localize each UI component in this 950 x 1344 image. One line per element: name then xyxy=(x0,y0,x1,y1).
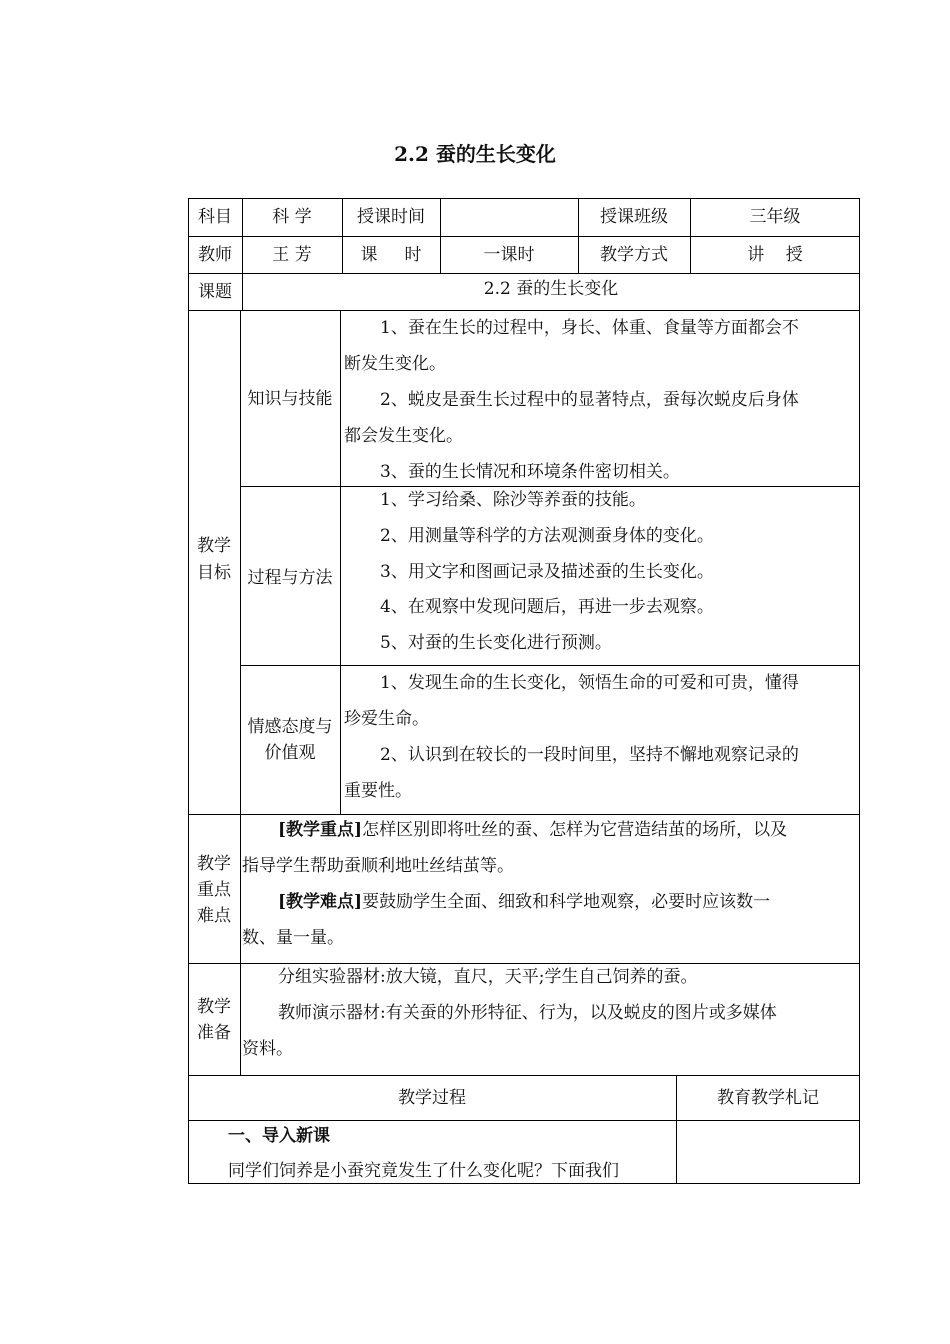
class-label: 授课班级 xyxy=(600,207,668,227)
process-line: 5、对蚕的生长变化进行预测。 xyxy=(380,633,612,653)
notes-header: 教育教学札记 xyxy=(717,1088,819,1108)
section-heading: 一、导入新课 xyxy=(228,1126,330,1146)
difficulty-line2: 数、量一量。 xyxy=(242,928,344,948)
focus-line1: [教学重点]怎样区别即将吐丝的蚕、怎样为它营造结茧的场所，以及 xyxy=(278,820,788,840)
process-line: 2、用测量等科学的方法观测蚕身体的变化。 xyxy=(380,526,714,546)
method-label: 教学方式 xyxy=(600,245,668,265)
knowledge-line: 都会发生变化。 xyxy=(344,426,463,446)
hours-label: 课 时 xyxy=(360,245,422,265)
lesson-plan-table xyxy=(188,198,860,1184)
process-line: 3、用文字和图画记录及描述蚕的生长变化。 xyxy=(380,562,714,582)
section-text: 同学们饲养是小蚕究竟发生了什么变化呢？下面我们 xyxy=(228,1161,619,1181)
keypoints-label-line1: 教学 xyxy=(197,854,231,874)
difficulty-line1: [教学难点]要鼓励学生全面、细致和科学地观察，必要时应该数一 xyxy=(278,892,771,912)
emotion-line: 珍爱生命。 xyxy=(344,709,429,729)
page-title: 2.2 蚕的生长变化 xyxy=(394,142,556,166)
knowledge-label: 知识与技能 xyxy=(247,389,333,409)
method-value: 讲 授 xyxy=(747,245,803,265)
process-line: 1、学习给桑、除沙等养蚕的技能。 xyxy=(380,490,646,510)
emotion-line: 1、发现生命的生长变化，领悟生命的可爱和可贵，懂得 xyxy=(380,673,799,693)
class-value: 三年级 xyxy=(749,207,801,227)
topic-label: 课题 xyxy=(198,282,232,302)
teacher-value: 王 芳 xyxy=(272,245,312,265)
emotion-line: 2、认识到在较长的一段时间里，坚持不懈地观察记录的 xyxy=(380,745,799,765)
focus-tag: [教学重点] xyxy=(278,820,363,840)
emotion-line: 重要性。 xyxy=(344,781,412,801)
emotion-label-line2: 价值观 xyxy=(264,743,316,763)
knowledge-line: 2、蜕皮是蚕生长过程中的显著特点，蚕每次蜕皮后身体 xyxy=(380,390,799,410)
prep-label-line1: 教学 xyxy=(197,997,231,1017)
subject-label: 科目 xyxy=(198,207,232,227)
difficulty-tag: [教学难点] xyxy=(278,892,363,912)
knowledge-line: 1、蚕在生长的过程中，身长、体重、食量等方面都会不 xyxy=(380,318,799,338)
knowledge-line: 3、蚕的生长情况和环境条件密切相关。 xyxy=(380,462,680,482)
topic-value: 2.2 蚕的生长变化 xyxy=(483,279,619,299)
process-line: 4、在观察中发现问题后，再进一步去观察。 xyxy=(380,597,714,617)
keypoints-label-line3: 难点 xyxy=(197,906,231,926)
focus-line2: 指导学生帮助蚕顺利地吐丝结茧等。 xyxy=(242,856,514,876)
process-header: 教学过程 xyxy=(398,1088,466,1108)
prep-line1: 分组实验器材:放大镜，直尺，天平;学生自己饲养的蚕。 xyxy=(278,967,698,987)
goals-label-line1: 教学 xyxy=(197,536,231,556)
process-label: 过程与方法 xyxy=(247,568,333,588)
teacher-label: 教师 xyxy=(198,245,232,265)
prep-line2: 教师演示器材:有关蚕的外形特征、行为，以及蜕皮的图片或多媒体 xyxy=(278,1003,777,1023)
goals-label-line2: 目标 xyxy=(197,563,231,583)
time-label: 授课时间 xyxy=(357,207,425,227)
hours-value: 一课时 xyxy=(483,245,535,265)
keypoints-label-line2: 重点 xyxy=(197,880,231,900)
subject-value: 科 学 xyxy=(272,207,312,227)
knowledge-line: 断发生变化。 xyxy=(344,354,446,374)
emotion-label-line1: 情感态度与 xyxy=(247,717,333,737)
prep-line3: 资料。 xyxy=(242,1039,293,1059)
prep-label-line2: 准备 xyxy=(197,1023,231,1043)
